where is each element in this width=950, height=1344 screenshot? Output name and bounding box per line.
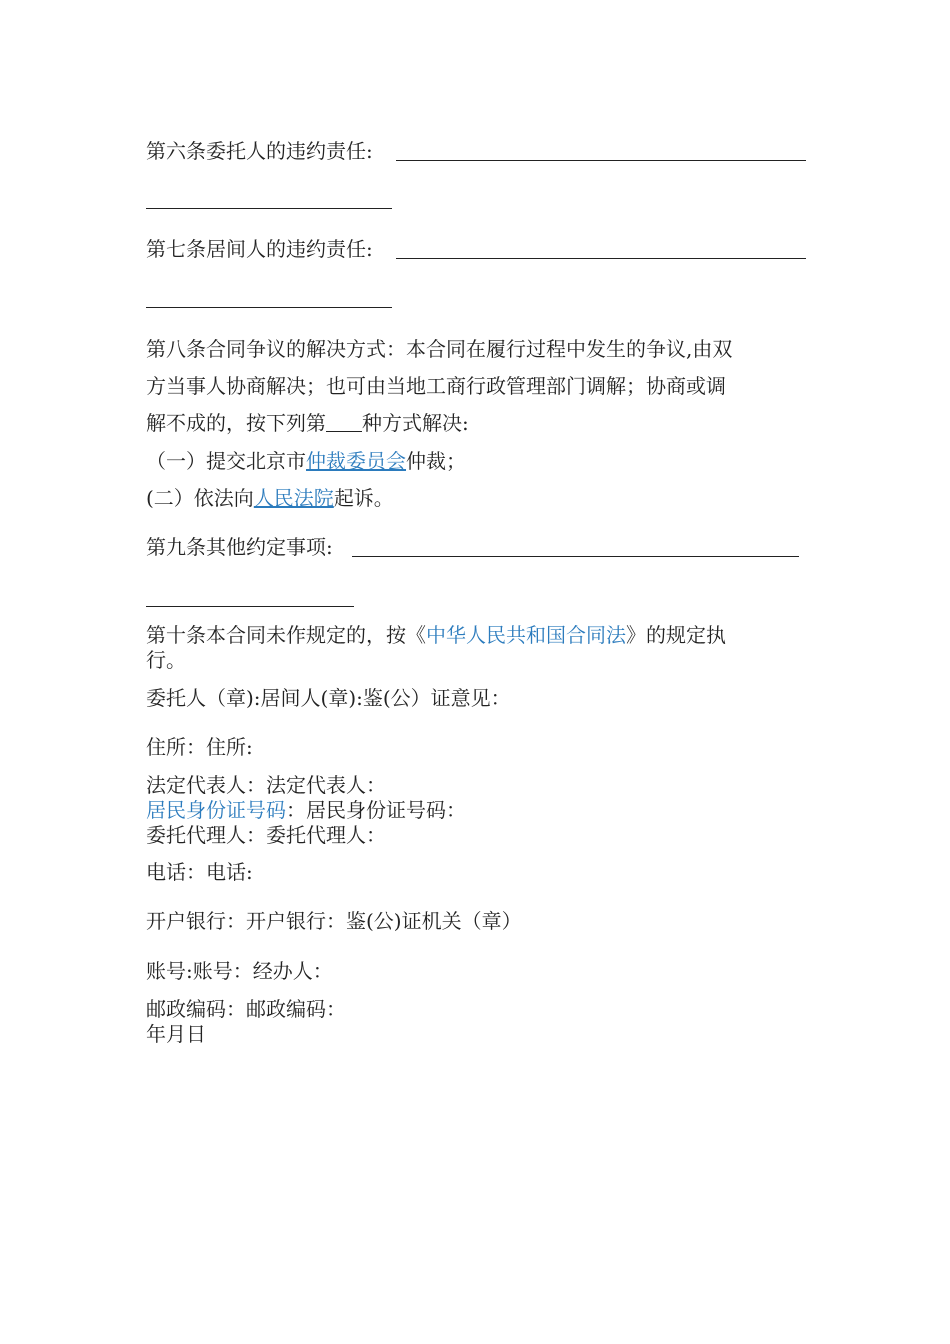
bank-row: 开户银行：开户银行：鉴(公)证机关（章） xyxy=(146,909,522,933)
option-1-suffix: 仲裁； xyxy=(406,449,466,473)
article-8-line-3-end: 种方式解决: xyxy=(362,411,469,435)
option-2 xyxy=(146,485,394,511)
article-10-suffix: 》的规定执 xyxy=(626,623,726,647)
date-row: 年月日 xyxy=(146,1022,206,1046)
signature-principal-row: 委托人（章):居间人(章):鉴(公）证意见： xyxy=(146,686,511,710)
peoples-court-link[interactable]: 人民法院 xyxy=(253,486,334,510)
address-row: 住所：住所: xyxy=(146,735,253,759)
article-6-label: 第六条委托人的违约责任: xyxy=(146,139,373,163)
article-7-label: 第七条居间人的违约责任: xyxy=(146,237,373,261)
article-7-blank-continued xyxy=(146,307,392,308)
account-row: 账号:账号：经办人： xyxy=(146,959,333,983)
arbitration-committee-link[interactable]: 仲裁委员会 xyxy=(306,449,406,473)
legal-rep-row: 法定代表人：法定代表人： xyxy=(146,773,386,797)
article-7-blank xyxy=(396,258,806,259)
article-8-line-3 xyxy=(146,410,469,436)
postcode-row: 邮政编码：邮政编码： xyxy=(146,997,346,1021)
article-9-blank-continued xyxy=(146,606,354,607)
id-number-row xyxy=(146,797,466,823)
phone-row: 电话：电话: xyxy=(146,860,253,884)
id-number-link[interactable]: 居民身份证号码 xyxy=(146,798,286,822)
option-1 xyxy=(146,448,466,474)
choice-blank xyxy=(326,411,362,432)
article-6-blank-continued xyxy=(146,208,392,209)
article-8-line-3-start: 解不成的，按下列第 xyxy=(146,411,326,435)
option-2-text: (二）依法向 xyxy=(146,486,254,510)
article-10-line-1 xyxy=(146,622,726,648)
article-8-line-1: 第八条合同争议的解决方式：本合同在履行过程中发生的争议,由双 xyxy=(146,337,733,361)
agent-row: 委托代理人：委托代理人： xyxy=(146,823,386,847)
article-9-blank xyxy=(352,556,799,557)
option-2-suffix: 起诉。 xyxy=(333,486,394,510)
article-6-blank xyxy=(396,160,806,161)
article-8-line-2: 方当事人协商解决；也可由当地工商行政管理部门调解；协商或调 xyxy=(146,374,726,398)
id-number-rest: ：居民身份证号码： xyxy=(286,798,466,822)
article-10-line-2: 行。 xyxy=(146,648,186,672)
contract-law-link[interactable]: 中华人民共和国合同法 xyxy=(426,623,626,647)
article-9-label: 第九条其他约定事项: xyxy=(146,535,333,559)
article-10-text: 第十条本合同未作规定的，按《 xyxy=(146,623,426,647)
option-1-text: （一）提交北京市 xyxy=(146,449,306,473)
